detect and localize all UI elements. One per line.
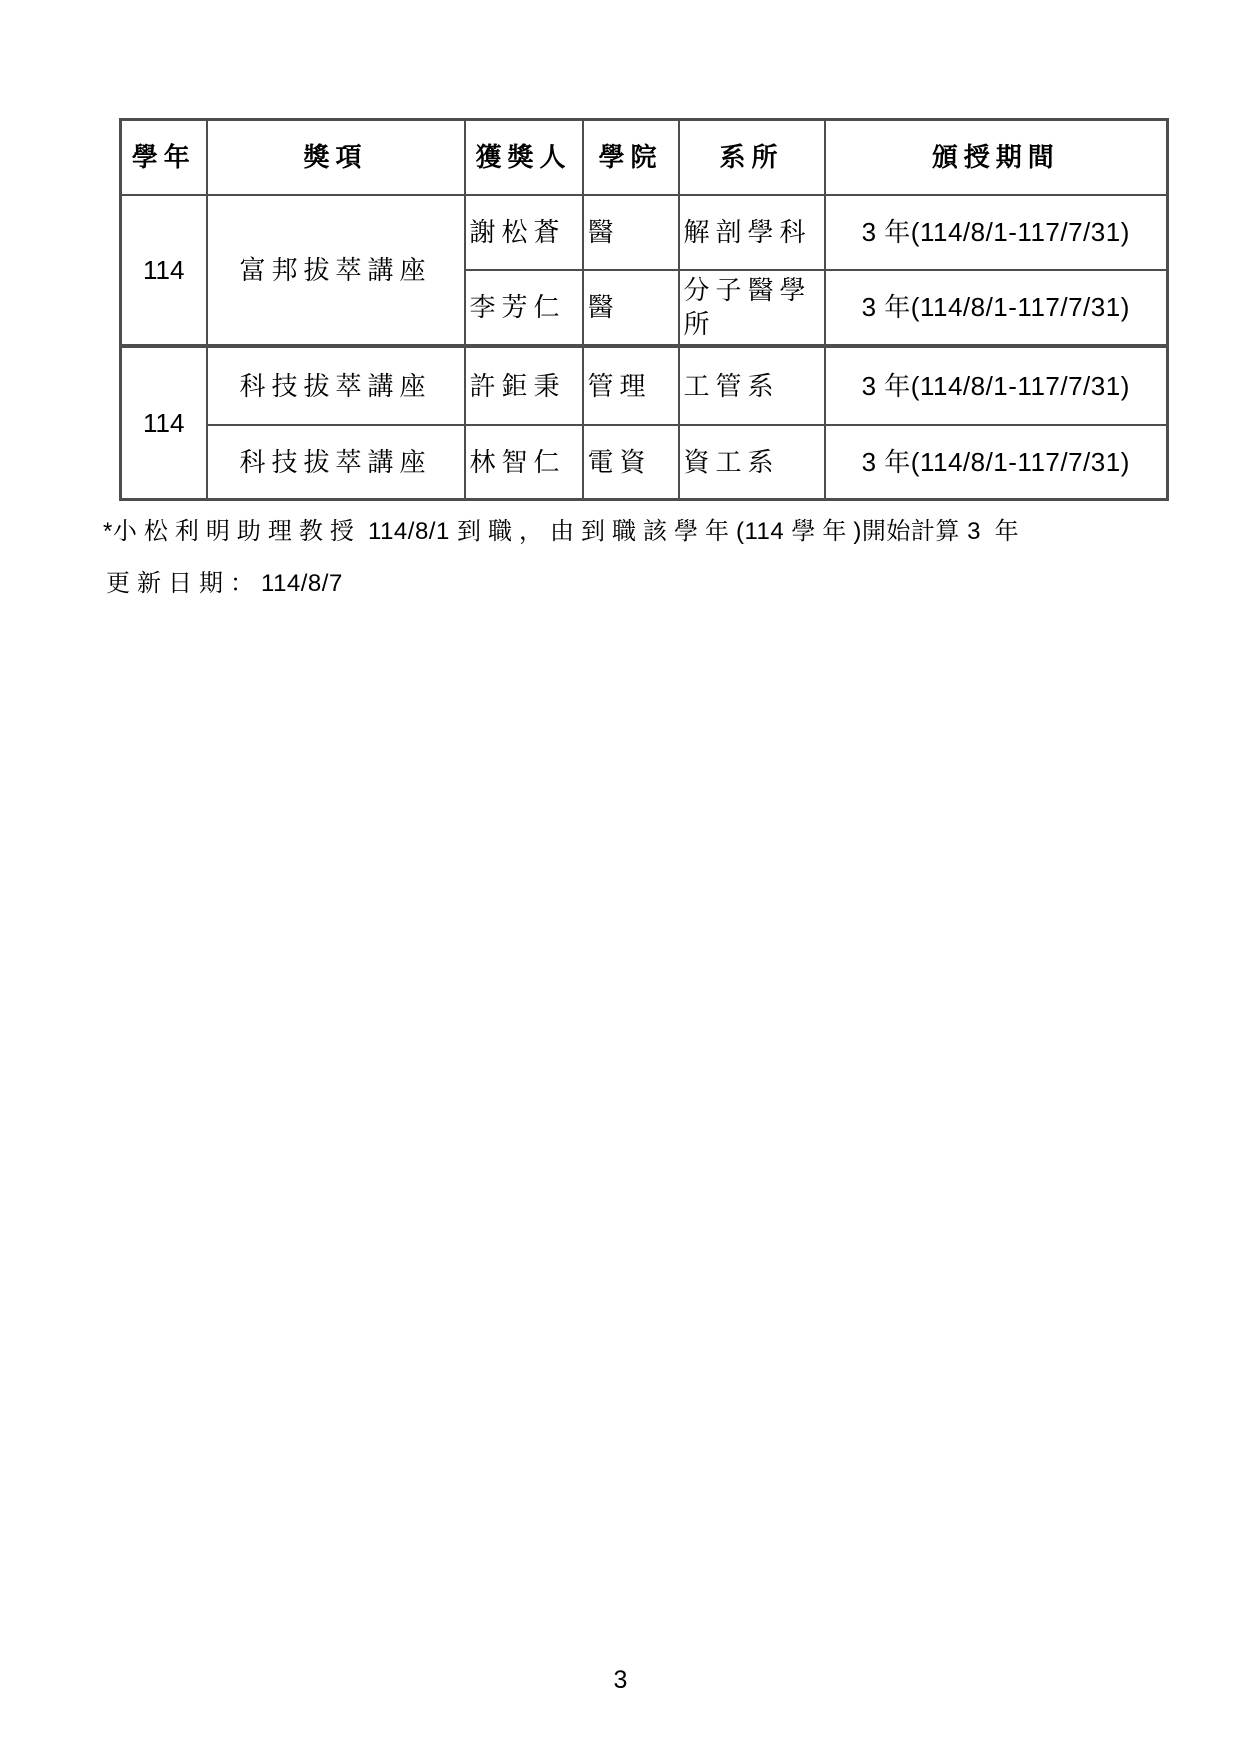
footnote-text: 到職，由到職該學年 [456,518,736,545]
header-recipient: 獲獎人 [465,120,583,195]
footnote-text: )開始計算 [853,518,968,545]
cell-department: 解剖學科 [679,195,825,270]
cell-college: 管理 [583,346,679,425]
footnote-date: 114/8/1 [360,518,457,545]
table-row [121,346,1168,425]
cell-recipient: 謝松蒼 [465,195,583,270]
cell-recipient: 李芳仁 [465,270,583,346]
cell-recipient: 林智仁 [465,425,583,500]
cell-year: 114 [121,195,207,346]
header-academic-year: 學年 [121,120,207,195]
footnote-duration-number: 3 [967,518,981,545]
cell-college: 醫 [583,270,679,346]
cell-college: 醫 [583,195,679,270]
cell-year: 114 [121,346,207,500]
update-date-value: 114/8/7 [261,570,343,597]
header-department: 系所 [679,120,825,195]
page-number: 3 [613,1666,628,1694]
update-date-line [106,566,706,602]
cell-department: 資工系 [679,425,825,500]
cell-period: 3 年(114/8/1-117/7/31) [825,270,1168,346]
footnote [103,514,1163,550]
award-table [119,118,1169,501]
header-period: 頒授期間 [825,120,1168,195]
header-award: 獎項 [207,120,465,195]
cell-award: 科技拔萃講座 [207,425,465,500]
cell-recipient: 許鉅秉 [465,346,583,425]
footnote-text: 小松利明助理教授 [112,518,361,545]
cell-college: 電資 [583,425,679,500]
footnote-text: 年 [980,518,1026,545]
cell-department: 分子醫學所 [679,270,825,346]
cell-award: 科技拔萃講座 [207,346,465,425]
footnote-asterisk: * [103,518,113,545]
cell-period: 3 年(114/8/1-117/7/31) [825,195,1168,270]
table-header-row [121,120,1168,195]
cell-period: 3 年(114/8/1-117/7/31) [825,425,1168,500]
update-date-label: 更新日期： [106,570,261,597]
footnote-year-number: (114 [735,518,792,545]
cell-award: 富邦拔萃講座 [207,195,465,346]
footnote-text: 學年 [791,518,854,545]
header-college: 學院 [583,120,679,195]
cell-period: 3 年(114/8/1-117/7/31) [825,346,1168,425]
table-row [121,195,1168,270]
table-row [121,425,1168,500]
cell-department: 工管系 [679,346,825,425]
